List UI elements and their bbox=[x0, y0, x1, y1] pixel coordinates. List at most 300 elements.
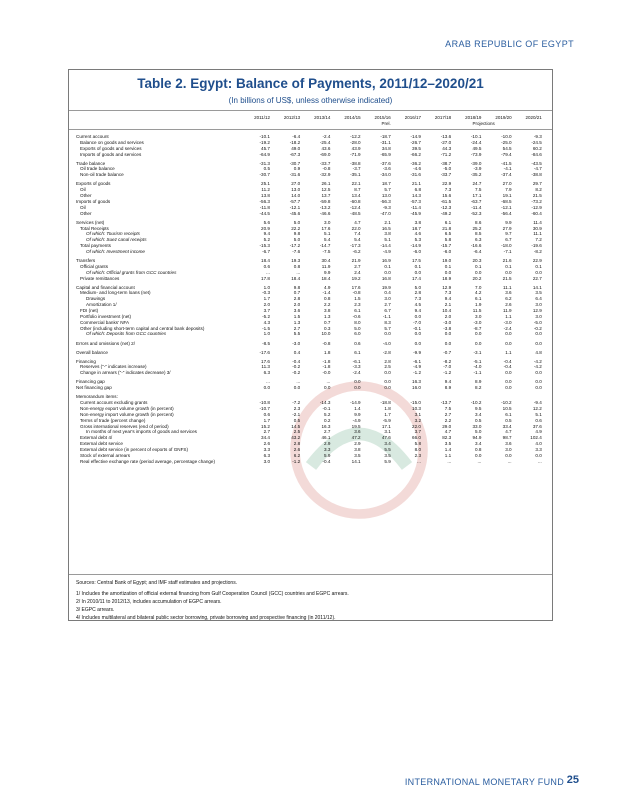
cell-value: 0.7 bbox=[293, 290, 301, 296]
cell-value: -41.5 bbox=[501, 160, 512, 166]
cell-value: 5.5 bbox=[384, 446, 391, 452]
cell-value: -0.0 bbox=[322, 370, 331, 376]
table-row bbox=[69, 172, 552, 178]
cell-value: 2.6 bbox=[293, 446, 301, 452]
cell-value: 0.0 bbox=[535, 385, 542, 391]
cell-value: 6.3 bbox=[475, 237, 482, 243]
cell-value: -0.4 bbox=[503, 364, 512, 370]
cell-value: -19.2 bbox=[259, 139, 270, 145]
cell-value: 1.8 bbox=[384, 406, 391, 412]
cell-value: 5.0 bbox=[414, 284, 421, 290]
table-row bbox=[69, 211, 552, 217]
cell-value: 6.1 bbox=[354, 308, 361, 314]
row-label: Of which: Investment income bbox=[86, 248, 145, 254]
cell-value: 0.5 bbox=[505, 417, 512, 423]
row-label: Other bbox=[80, 210, 92, 216]
row-label: Of which: Official grants from GCC countries bbox=[86, 269, 177, 275]
cell-value: 2.5 bbox=[384, 364, 391, 370]
cell-value: -46.6 bbox=[319, 210, 331, 216]
cell-value: 0.0 bbox=[505, 340, 512, 346]
cell-value: 46.1 bbox=[321, 435, 331, 441]
cell-value: -28.0 bbox=[350, 139, 361, 145]
cell-value: 0.0 bbox=[535, 340, 542, 346]
table-subtitle: (In billions of US$, unless otherwise indicated) bbox=[228, 96, 393, 105]
table-row bbox=[69, 341, 552, 347]
cell-value: 19.1 bbox=[502, 193, 512, 199]
cell-value: 1.0 bbox=[263, 331, 270, 337]
cell-value: 3.0 bbox=[535, 302, 542, 308]
row-label: Non-energy import volume growth (in percent) bbox=[80, 411, 174, 417]
cell-value: 7.3 bbox=[414, 296, 421, 302]
cell-value: 0.0 bbox=[293, 385, 301, 391]
column-year: 2014/15 bbox=[344, 115, 361, 120]
row-label: Non-oil trade balance bbox=[80, 172, 124, 178]
cell-value: 43.9 bbox=[351, 145, 361, 151]
cell-value: 0.0 bbox=[384, 331, 391, 337]
cell-value: -15.0 bbox=[410, 400, 421, 406]
cell-value: ... bbox=[266, 269, 270, 275]
cell-value: 11.1 bbox=[533, 231, 542, 237]
cell-value: 0.0 bbox=[384, 379, 391, 385]
cell-value: 25.2 bbox=[472, 225, 482, 231]
cell-value: -9.4 bbox=[533, 400, 542, 406]
cell-value: -7.2 bbox=[292, 400, 301, 406]
cell-value: 2.8 bbox=[384, 358, 391, 364]
cell-value: 17.1 bbox=[472, 193, 482, 199]
cell-value: 1.7 bbox=[263, 296, 270, 302]
row-label: Current account bbox=[76, 134, 109, 139]
cell-value: 0.0 bbox=[505, 370, 512, 376]
table-row bbox=[69, 276, 552, 282]
cell-value: 8.2 bbox=[535, 187, 542, 193]
cell-value: 54.5 bbox=[502, 145, 512, 151]
cell-value: 21.9 bbox=[351, 258, 361, 264]
cell-value: 21.6 bbox=[502, 258, 512, 264]
cell-value: 6.7 bbox=[384, 308, 391, 314]
cell-value: -10.1 bbox=[259, 134, 270, 139]
cell-value: 4.9 bbox=[324, 284, 331, 290]
row-label: Financing bbox=[76, 358, 96, 364]
cell-value: -64.9 bbox=[259, 151, 270, 157]
cell-value: 0.1 bbox=[444, 263, 452, 269]
cell-value: -10.8 bbox=[259, 400, 270, 406]
row-label: Overall balance bbox=[76, 349, 108, 355]
cell-value: 0.5 bbox=[293, 417, 301, 423]
cell-value: -45.6 bbox=[289, 210, 301, 216]
title-rule bbox=[69, 110, 552, 111]
cell-value: -45.9 bbox=[410, 210, 421, 216]
cell-value: 7.4 bbox=[354, 231, 361, 237]
cell-value: 12.5 bbox=[321, 187, 331, 193]
cell-value: 5.8 bbox=[444, 237, 452, 243]
cell-value: 22.2 bbox=[291, 225, 301, 231]
cell-value: -1.1 bbox=[382, 313, 391, 319]
cell-value: -6.4 bbox=[473, 248, 482, 254]
cell-value: 1.3 bbox=[324, 313, 331, 319]
cell-value: 5.0 bbox=[475, 429, 482, 435]
projections-label: Projections bbox=[472, 121, 495, 126]
row-label: Of which: Deposits from GCC countries bbox=[86, 331, 167, 337]
cell-value: -11.8 bbox=[259, 204, 270, 210]
cell-value: 8.2 bbox=[475, 385, 482, 391]
cell-value: 4.7 bbox=[354, 219, 361, 225]
cell-value: -6.7 bbox=[262, 248, 270, 254]
row-label: Oil bbox=[80, 204, 86, 210]
cell-value: 3.0 bbox=[535, 313, 542, 319]
cell-value: -3.0 bbox=[443, 319, 452, 325]
cell-value: ... bbox=[266, 379, 270, 385]
cell-value: 21.5 bbox=[532, 193, 542, 199]
cell-value: 5.1 bbox=[535, 411, 542, 417]
row-label: Portfolio investment (net) bbox=[80, 313, 132, 319]
column-year: 2017/18 bbox=[434, 115, 452, 120]
cell-value: -12.1 bbox=[501, 204, 512, 210]
cell-value: 0.4 bbox=[384, 290, 391, 296]
cell-value: 0.1 bbox=[505, 263, 512, 269]
cell-value: 9.9 bbox=[505, 219, 512, 225]
cell-value: 7.3 bbox=[444, 187, 452, 193]
cell-value: -13.7 bbox=[440, 400, 452, 406]
cell-value: -0.4 bbox=[292, 358, 301, 364]
row-label: Terms of trade (percent change) bbox=[80, 417, 146, 423]
cell-value: 3.3 bbox=[324, 446, 331, 452]
cell-value: 19.9 bbox=[381, 284, 391, 290]
cell-value: -48.5 bbox=[350, 210, 361, 216]
cell-value: 11.4 bbox=[533, 219, 542, 225]
cell-value: 21.1 bbox=[412, 181, 421, 187]
cell-value: -38.7 bbox=[440, 160, 452, 166]
cell-value: -0.7 bbox=[443, 349, 452, 355]
row-label: Of which: Tourism receipts bbox=[86, 231, 140, 237]
row-label: Balance on goods and services bbox=[80, 139, 144, 145]
cell-value: 0.0 bbox=[475, 340, 482, 346]
cell-value: -4.9 bbox=[413, 364, 421, 370]
cell-value: 3.1 bbox=[414, 411, 421, 417]
cell-value: -1.4 bbox=[322, 290, 331, 296]
cell-value: 0.0 bbox=[535, 452, 542, 458]
cell-value: -7.5 bbox=[322, 248, 331, 254]
column-year: 2015/16 bbox=[374, 115, 391, 120]
cell-value: 0.3 bbox=[324, 325, 331, 331]
cell-value: 17.6 bbox=[321, 225, 331, 231]
cell-value: -12.9 bbox=[531, 204, 542, 210]
cell-value: -60.4 bbox=[531, 210, 542, 216]
cell-value: 16.8 bbox=[381, 275, 391, 281]
cell-value: -6.0 bbox=[413, 248, 421, 254]
cell-value: 8.0 bbox=[414, 446, 421, 452]
cell-value: 0.0 bbox=[535, 379, 542, 385]
cell-value: -38.8 bbox=[531, 172, 542, 178]
cell-value: 0.0 bbox=[414, 269, 421, 275]
cell-value: 2.7 bbox=[354, 263, 361, 269]
cell-value: 5.4 bbox=[354, 237, 361, 243]
cell-value: 11.9 bbox=[321, 263, 331, 269]
cell-value: -17.3 bbox=[350, 243, 361, 249]
cell-value: 0.6 bbox=[354, 340, 361, 346]
cell-value: 22.1 bbox=[351, 181, 361, 187]
cell-value: 0.0 bbox=[414, 313, 421, 319]
cell-value: 2.3 bbox=[414, 452, 421, 458]
cell-value: -2.4 bbox=[503, 325, 512, 331]
cell-value: -0.1 bbox=[413, 325, 421, 331]
cell-value: 16.3 bbox=[412, 379, 421, 385]
cell-value: 3.4 bbox=[475, 411, 482, 417]
cell-value: -18.0 bbox=[501, 243, 512, 249]
cell-value: 18.9 bbox=[442, 275, 452, 281]
cell-value: 17.6 bbox=[351, 284, 361, 290]
cell-value: 3.3 bbox=[535, 446, 542, 452]
header-rule bbox=[69, 129, 552, 130]
cell-value: ... bbox=[296, 269, 301, 275]
cell-value: -10.1 bbox=[470, 134, 482, 139]
cell-value: 5.2 bbox=[263, 237, 270, 243]
cell-value: 0.8 bbox=[324, 296, 331, 302]
cell-value: 3.0 bbox=[324, 219, 331, 225]
cell-value: -24.5 bbox=[531, 139, 542, 145]
table-row bbox=[69, 385, 552, 391]
cell-value: 15.6 bbox=[442, 193, 452, 199]
cell-value: -27.0 bbox=[440, 139, 452, 145]
cell-value: -32.9 bbox=[319, 172, 331, 178]
cell-value: 60.2 bbox=[532, 145, 542, 151]
row-label: External debt service bbox=[80, 441, 123, 447]
cell-value: 8.9 bbox=[475, 379, 482, 385]
cell-value: 37.6 bbox=[532, 423, 542, 429]
cell-value: 9.9 bbox=[354, 411, 361, 417]
cell-value: 0.4 bbox=[293, 349, 301, 355]
row-label: Private remittances bbox=[80, 275, 120, 281]
cell-value: 9.8 bbox=[293, 284, 301, 290]
cell-value: -4.7 bbox=[533, 166, 542, 172]
cell-value: 2.7 bbox=[444, 411, 452, 417]
cell-value: 4.7 bbox=[444, 429, 452, 435]
cell-value: 5.1 bbox=[384, 237, 391, 243]
cell-value: 4.5 bbox=[414, 302, 421, 308]
cell-value: 0.0 bbox=[535, 331, 542, 337]
cell-value: -12.4 bbox=[350, 204, 361, 210]
cell-value: 20.9 bbox=[261, 225, 270, 231]
cell-value: 0.0 bbox=[475, 331, 482, 337]
cell-value: -33.7 bbox=[440, 172, 452, 178]
cell-value: -18.2 bbox=[289, 139, 301, 145]
cell-value: -47.0 bbox=[380, 210, 391, 216]
cell-value: -31.6 bbox=[410, 172, 421, 178]
row-label: Gross international reserves (end of period) bbox=[80, 423, 169, 429]
row-label: In months of next year's imports of goods and services bbox=[86, 429, 197, 435]
cell-value: 13.0 bbox=[291, 187, 301, 193]
cell-value: -12.2 bbox=[350, 134, 361, 139]
cell-value: 6.5 bbox=[444, 231, 452, 237]
cell-value: 25.1 bbox=[261, 181, 270, 187]
cell-value: 82.3 bbox=[442, 435, 452, 441]
cell-value: -8.5 bbox=[262, 340, 270, 346]
cell-value: 8.5 bbox=[475, 231, 482, 237]
cell-value: -3.9 bbox=[473, 166, 482, 172]
cell-value: 0.0 bbox=[384, 385, 391, 391]
cell-value: -14.7 bbox=[319, 243, 331, 249]
cell-value: 3.7 bbox=[414, 429, 421, 435]
cell-value: -14.3 bbox=[319, 400, 331, 406]
cell-value: 30.4 bbox=[321, 258, 331, 264]
cell-value: 102.4 bbox=[530, 435, 542, 441]
cell-value: 3.2 bbox=[414, 417, 421, 423]
cell-value: -14.9 bbox=[410, 134, 421, 139]
cell-value: 29.7 bbox=[532, 181, 542, 187]
cell-value: -2.8 bbox=[382, 349, 391, 355]
cell-value: -73.9 bbox=[470, 151, 482, 157]
cell-value: 27.0 bbox=[291, 181, 301, 187]
cell-value: -0.8 bbox=[352, 290, 361, 296]
cell-value: 27.0 bbox=[502, 181, 512, 187]
cell-value: 8.6 bbox=[475, 219, 482, 225]
cell-value: 5.0 bbox=[293, 219, 301, 225]
cell-value: 7.9 bbox=[505, 187, 512, 193]
cell-value: 2.5 bbox=[293, 429, 301, 435]
note-line: Sources: Central Bank of Egypt; and IMF staff estimates and projections. bbox=[76, 580, 238, 586]
cell-value: -18.7 bbox=[380, 134, 391, 139]
cell-value: -3.0 bbox=[473, 319, 482, 325]
cell-value: 2.0 bbox=[263, 302, 270, 308]
cell-value: 17.6 bbox=[261, 358, 270, 364]
cell-value: -8.2 bbox=[443, 358, 452, 364]
cell-value: 20.3 bbox=[472, 258, 482, 264]
row-label: Of which: Suez canal receipts bbox=[86, 237, 147, 243]
cell-value: 3.0 bbox=[263, 458, 270, 464]
cell-value: 34.4 bbox=[261, 435, 270, 441]
cell-value: 6.7 bbox=[505, 237, 512, 243]
cell-value: 44.3 bbox=[442, 145, 452, 151]
cell-value: -39.0 bbox=[470, 160, 482, 166]
row-label: Total Receipts bbox=[80, 225, 109, 231]
cell-value: 6.3 bbox=[263, 452, 270, 458]
row-label: Memorandum items: bbox=[76, 394, 118, 400]
cell-value: 20.2 bbox=[472, 275, 482, 281]
cell-value: -6.1 bbox=[352, 358, 361, 364]
cell-value: 13.7 bbox=[321, 193, 331, 199]
row-label: Trade balance bbox=[76, 160, 106, 166]
cell-value: 3.0 bbox=[475, 313, 482, 319]
cell-value: 0.0 bbox=[475, 269, 482, 275]
cell-value: 7.5 bbox=[475, 187, 482, 193]
cell-value: 17.4 bbox=[412, 275, 421, 281]
cell-value: 45.7 bbox=[261, 145, 270, 151]
cell-value: -11.4 bbox=[471, 204, 482, 210]
cell-value: -13.2 bbox=[319, 204, 331, 210]
row-label: Commercial banks' NFA bbox=[80, 319, 130, 325]
cell-value: -60.8 bbox=[350, 198, 361, 204]
cell-value: 3.8 bbox=[324, 308, 331, 314]
column-year: 2011/12 bbox=[254, 115, 270, 120]
row-label: Imports of goods and services bbox=[80, 151, 142, 157]
cell-value: 3.8 bbox=[384, 231, 391, 237]
cell-value: -5.0 bbox=[533, 319, 542, 325]
row-label: Medium- and long-term loans (net) bbox=[80, 290, 151, 296]
cell-value: 49.5 bbox=[472, 145, 482, 151]
cell-value: 1.7 bbox=[263, 417, 270, 423]
cell-value: 3.5 bbox=[354, 452, 361, 458]
cell-value: -37.6 bbox=[380, 160, 391, 166]
cell-value: -0.2 bbox=[533, 325, 542, 331]
cell-value: 3.8 bbox=[414, 219, 421, 225]
cell-value: 2.7 bbox=[384, 302, 391, 308]
row-label: Current account excluding grants bbox=[80, 400, 148, 406]
cell-value: -18.8 bbox=[380, 400, 391, 406]
cell-value: -7.0 bbox=[413, 319, 421, 325]
cell-value: 2.1 bbox=[384, 219, 391, 225]
cell-value: 0.0 bbox=[505, 379, 512, 385]
cell-value: -1.2 bbox=[292, 458, 301, 464]
cell-value: 49.0 bbox=[291, 145, 301, 151]
cell-value: 3.7 bbox=[263, 308, 270, 314]
row-label: Amortization 1/ bbox=[86, 302, 117, 308]
cell-value: -5.1 bbox=[473, 358, 482, 364]
cell-value: 6.2 bbox=[505, 296, 512, 302]
cell-value: -59.8 bbox=[319, 198, 331, 204]
cell-value: 0.5 bbox=[263, 166, 270, 172]
footer-organization: INTERNATIONAL MONETARY FUND bbox=[404, 777, 564, 787]
cell-value: 5.0 bbox=[293, 237, 301, 243]
cell-value: 7.5 bbox=[444, 406, 452, 412]
cell-value: -3.1 bbox=[473, 349, 482, 355]
cell-value: 5.5 bbox=[293, 331, 301, 337]
cell-value: 16.0 bbox=[412, 385, 421, 391]
cell-value: 10.0 bbox=[321, 331, 331, 337]
cell-value: -3.6 bbox=[382, 166, 391, 172]
cell-value: 0.0 bbox=[354, 379, 361, 385]
cell-value: 6.8 bbox=[414, 187, 421, 193]
cell-value: -0.6 bbox=[352, 313, 361, 319]
table-title: Table 2. Egypt: Balance of Payments, 2011/12–2020/21 bbox=[137, 76, 484, 91]
row-label: Total payments bbox=[80, 243, 111, 249]
cell-value: 2.0 bbox=[444, 313, 452, 319]
cell-value: 3.5 bbox=[535, 290, 542, 296]
cell-value: -3.3 bbox=[352, 364, 361, 370]
cell-value: -25.4 bbox=[319, 139, 331, 145]
cell-value: -35.2 bbox=[470, 172, 482, 178]
cell-value: -0.8 bbox=[322, 166, 331, 172]
cell-value: 8.7 bbox=[354, 187, 361, 193]
cell-value: 94.9 bbox=[472, 435, 482, 441]
cell-value: -14.4 bbox=[380, 243, 391, 249]
cell-value: 16.5 bbox=[381, 225, 391, 231]
cell-value: 19.0 bbox=[442, 258, 452, 264]
cell-value: -57.7 bbox=[289, 198, 301, 204]
cell-value: ... bbox=[326, 379, 331, 385]
cell-value: 6.1 bbox=[444, 219, 452, 225]
cell-value: 7.2 bbox=[535, 237, 542, 243]
cell-value: -0.2 bbox=[292, 364, 301, 370]
row-label: Non-energy export volume growth (in percent) bbox=[80, 406, 174, 412]
row-label: Services (net) bbox=[76, 219, 105, 225]
cell-value: 39.5 bbox=[412, 145, 421, 151]
cell-value: -71.2 bbox=[440, 151, 452, 157]
cell-value: 8.3 bbox=[384, 319, 391, 325]
cell-value: 11.1 bbox=[502, 284, 512, 290]
cell-value: 27.9 bbox=[502, 225, 512, 231]
cell-value: 18.4 bbox=[321, 275, 331, 281]
cell-value: 3.0 bbox=[384, 296, 391, 302]
cell-value: 0.0 bbox=[324, 385, 331, 391]
row-label: Drawings bbox=[86, 296, 106, 302]
cell-value: -10.2 bbox=[501, 400, 512, 406]
column-year: 2012/13 bbox=[283, 115, 301, 120]
table-row bbox=[69, 459, 552, 465]
cell-value: 3.5 bbox=[384, 452, 391, 458]
cell-value: 5.9 bbox=[324, 452, 331, 458]
column-year: 2016/17 bbox=[404, 115, 421, 120]
row-label: Stock of external arrears bbox=[80, 452, 131, 458]
cell-value: 0.9 bbox=[293, 166, 301, 172]
